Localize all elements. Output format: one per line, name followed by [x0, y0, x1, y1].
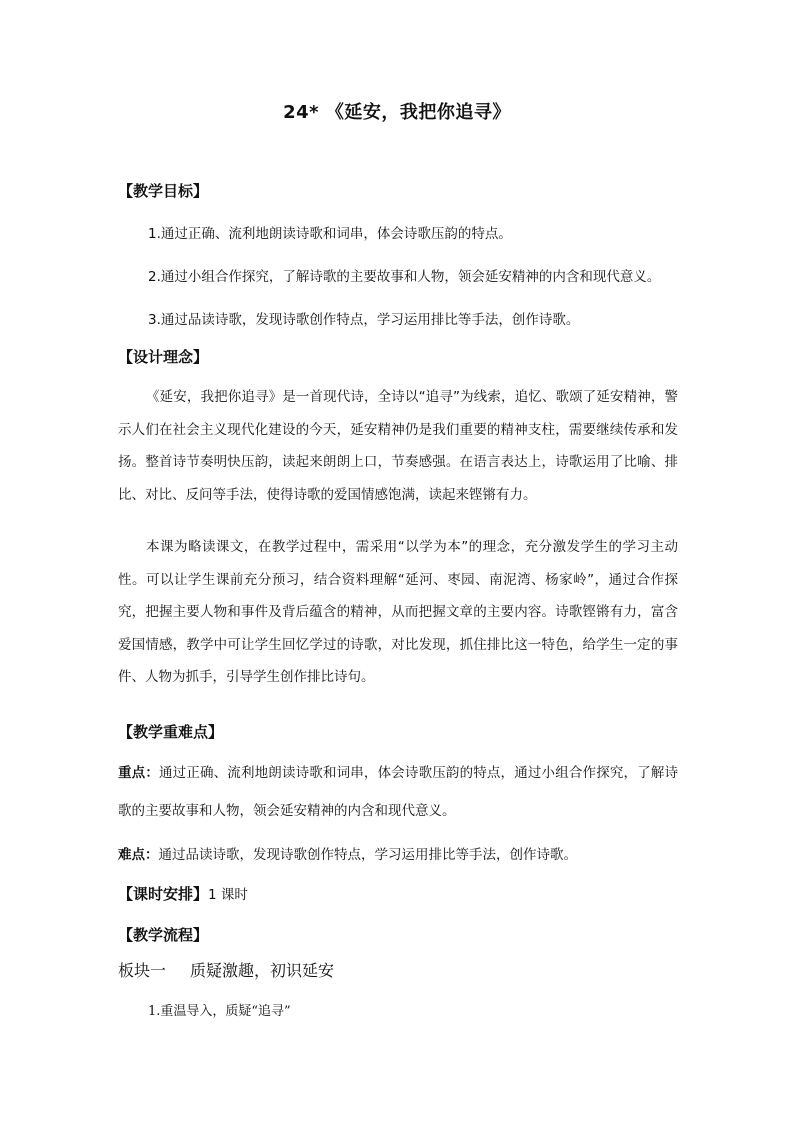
key-text: 通过正确、流利地朗读诗歌和词串，体会诗歌压韵的特点，通过小组合作探究，了解诗歌的主要故事和人物，领会延安精神的内含和现代意义。 — [118, 765, 679, 819]
concept-paragraph-1: 《延安，我把你追寻》是一首现代诗，全诗以“追寻”为线索，追忆、歌颂了延安精神，警示人们在社会主义现代化建设的今天，延安精神仍是我们重要的精神支柱，需要继续传承和发扬。整首诗节奏明快压韵，读起来朗朗上口，节奏感强。在语言表达上，诗歌运用了比喻、排比、对比、反问等手法，使得诗歌的爱国情感饱满，读起来铿锵有力。 — [118, 389, 678, 503]
difficulty-heading: 【教学重难点】 — [118, 723, 224, 741]
schedule-value: 1 课时 — [208, 887, 248, 903]
block-title-text: 质疑激趣，初识延安 — [190, 961, 335, 980]
key-point — [118, 754, 678, 830]
concept-paragraph-2: 本课为略读课文，在教学过程中，需采用“以学为本”的理念，充分激发学生的学习主动性。可以让学生课前充分预习，结合资料理解“延河、枣园、南泥湾、杨家岭”，通过合作探究，把握主要人物和事件及背后蕴含的精神，从而把握文章的主要内容。诗歌铿锵有力，富含爱国情感，教学中可让学生回忆学过的诗歌，对比发现，抓住排比这一特色，给学生一定的事件、人物为抓手，引导学生创作排比诗句。 — [118, 539, 678, 685]
schedule-line — [118, 883, 248, 904]
page-title: 24* 《延安，我把你追寻》 — [283, 102, 511, 123]
block-one-title — [118, 958, 334, 981]
concept-heading: 【设计理念】 — [118, 348, 209, 366]
hard-point — [118, 843, 678, 863]
schedule-heading: 【课时安排】 — [118, 885, 209, 903]
goal-item-3: 3.通过品读诗歌，发现诗歌创作特点，学习运用排比等手法，创作诗歌。 — [148, 312, 580, 328]
block-label: 板块一 — [118, 961, 167, 980]
hard-text: 通过品读诗歌，发现诗歌创作特点，学习运用排比等手法，创作诗歌。 — [158, 847, 577, 863]
process-heading: 【教学流程】 — [118, 926, 209, 944]
goal-item-1: 1.通过正确、流利地朗读诗歌和词串，体会诗歌压韵的特点。 — [148, 226, 512, 242]
key-label: 重点： — [118, 765, 159, 781]
hard-label: 难点： — [118, 847, 159, 863]
goals-heading: 【教学目标】 — [118, 182, 209, 200]
step-one: 1.重温导入，质疑“追寻” — [148, 1004, 291, 1019]
goal-item-2: 2.通过小组合作探究，了解诗歌的主要故事和人物，领会延安精神的内含和现代意义。 — [148, 269, 661, 285]
